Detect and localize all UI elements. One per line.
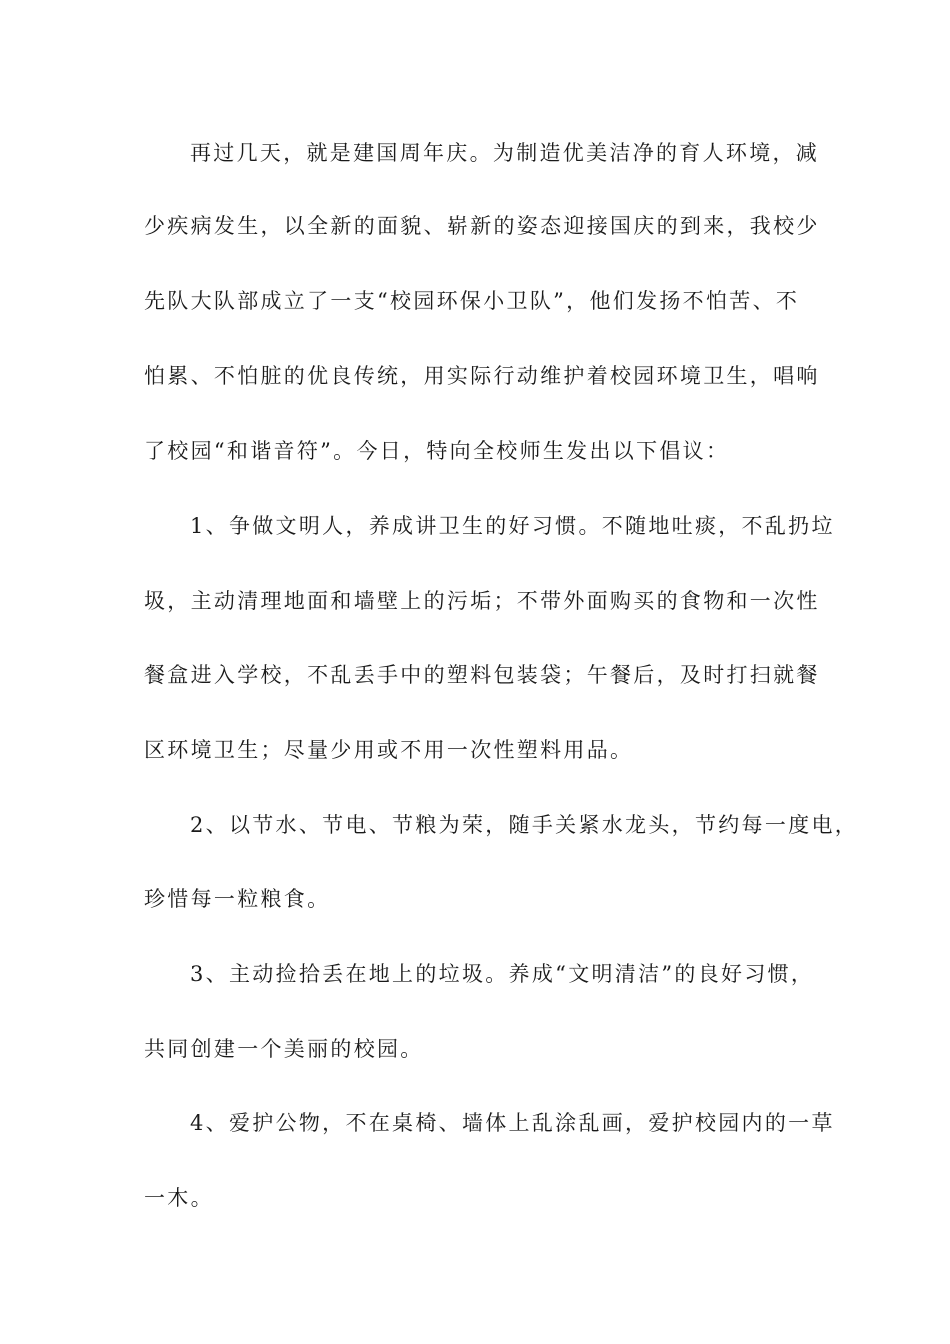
item-1-line-1: 1、争做文明人，养成讲卫生的好习惯。不随地吐痰，不乱扔垃	[190, 514, 835, 538]
paragraph-intro-line-3: 先队大队部成立了一支“校园环保小卫队”，他们发扬不怕苦、不	[144, 289, 800, 313]
item-2-line-1: 2、以节水、节电、节粮为荣，随手关紧水龙头，节约每一度电，	[190, 813, 859, 837]
paragraph-intro-line-4: 怕累、不怕脏的优良传统，用实际行动维护着校园环境卫生，唱响	[144, 364, 820, 388]
item-4-line-1: 4、爱护公物，不在桌椅、墙体上乱涂乱画，爱护校园内的一草	[190, 1111, 835, 1135]
item-3-line-1: 3、主动捡拾丢在地上的垃圾。养成“文明清洁”的良好习惯，	[190, 962, 815, 986]
item-4-line-2: 一木。	[144, 1186, 214, 1210]
item-1-line-4: 区环境卫生；尽量少用或不用一次性塑料用品。	[144, 738, 634, 762]
paragraph-intro-line-2: 少疾病发生，以全新的面貌、崭新的姿态迎接国庆的到来，我校少	[144, 214, 820, 238]
item-1-line-2: 圾，主动清理地面和墙壁上的污垢；不带外面购买的食物和一次性	[144, 589, 820, 613]
paragraph-intro-line-1: 再过几天，就是建国周年庆。为制造优美洁净的育人环境，减	[190, 141, 820, 165]
paragraph-intro-line-5: 了校园“和谐音符”。今日，特向全校师生发出以下倡议：	[144, 439, 730, 463]
item-3-line-2: 共同创建一个美丽的校园。	[144, 1037, 424, 1061]
item-2-line-2: 珍惜每一粒粮食。	[144, 887, 331, 911]
item-1-line-3: 餐盒进入学校，不乱丢手中的塑料包装袋；午餐后，及时打扫就餐	[144, 663, 820, 687]
